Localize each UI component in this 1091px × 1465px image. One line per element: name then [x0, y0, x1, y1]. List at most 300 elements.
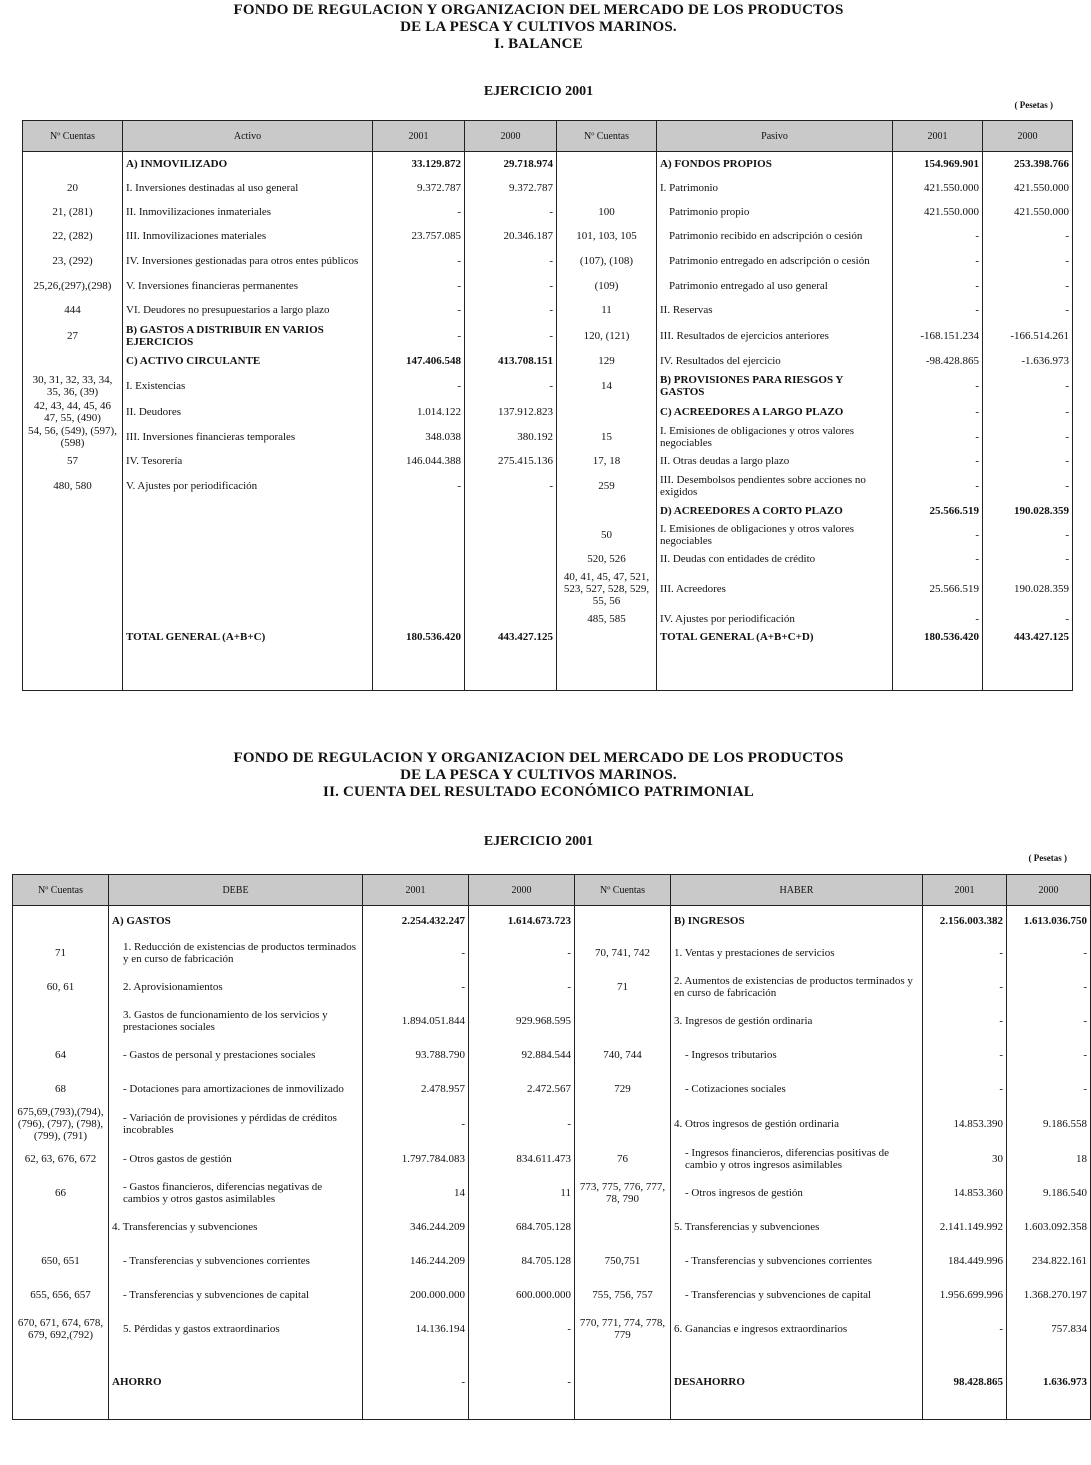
- table-cell: 3. Ingresos de gestión ordinaria: [671, 1004, 923, 1038]
- table-cell: II. Deudas con entidades de crédito: [657, 547, 893, 571]
- table-cell: - Variación de provisiones y pérdidas de créditos incobrables: [109, 1106, 363, 1142]
- table-cell: 146.244.209: [363, 1244, 469, 1278]
- table-row: [23, 373, 1073, 399]
- table-row: [13, 936, 1091, 970]
- table-cell: 68: [13, 1072, 109, 1106]
- table-cell: 40, 41, 45, 47, 521, 523, 527, 528, 529, 55, 56: [557, 571, 657, 607]
- table-cell: [373, 499, 465, 523]
- table-cell: 755, 756, 757: [575, 1278, 671, 1312]
- table-cell: - Otros gastos de gestión: [109, 1142, 363, 1176]
- table-cell: -: [983, 523, 1073, 547]
- table-cell: Patrimonio propio: [657, 200, 893, 224]
- table-cell: 346.244.209: [363, 1210, 469, 1244]
- table-cell: II. Inmovilizaciones inmateriales: [123, 200, 373, 224]
- table-row: [13, 1210, 1091, 1244]
- table-cell: [557, 499, 657, 523]
- table-cell: 92.884.544: [469, 1038, 575, 1072]
- table-cell: I. Emisiones de obligaciones y otros valores negociables: [657, 523, 893, 547]
- table-cell: VI. Deudores no presupuestarios a largo plazo: [123, 298, 373, 323]
- table-row: [23, 425, 1073, 449]
- col-header: Nº Cuentas: [13, 875, 109, 906]
- table-cell: 180.536.420: [893, 631, 983, 691]
- table-cell: 11: [469, 1176, 575, 1210]
- table-cell: [557, 152, 657, 176]
- table-cell: 57: [23, 449, 123, 473]
- table-cell: [465, 607, 557, 631]
- table-cell: -: [469, 1346, 575, 1420]
- table-cell: 1. Ventas y prestaciones de servicios: [671, 936, 923, 970]
- table-cell: 100: [557, 200, 657, 224]
- table-cell: - Gastos de personal y prestaciones sociales: [109, 1038, 363, 1072]
- table-row: [23, 323, 1073, 349]
- table-cell: - Transferencias y subvenciones corrientes: [109, 1244, 363, 1278]
- table-cell: 421.550.000: [893, 176, 983, 200]
- table-row: [23, 473, 1073, 499]
- table-cell: 9.372.787: [373, 176, 465, 200]
- table-cell: III. Resultados de ejercicios anteriores: [657, 323, 893, 349]
- table-row: [13, 1244, 1091, 1278]
- table-cell: - Otros ingresos de gestión: [671, 1176, 923, 1210]
- table-cell: -: [923, 1004, 1007, 1038]
- table-cell: 6. Ganancias e ingresos extraordinarios: [671, 1312, 923, 1346]
- table-cell: 413.708.151: [465, 349, 557, 373]
- table-cell: -: [373, 298, 465, 323]
- table-row: [23, 547, 1073, 571]
- table-row: [13, 1038, 1091, 1072]
- table-row: [13, 1278, 1091, 1312]
- table-cell: -: [373, 274, 465, 298]
- table-cell: -: [983, 248, 1073, 274]
- table-cell: -: [893, 274, 983, 298]
- table-cell: 25.566.519: [893, 499, 983, 523]
- table-cell: 740, 744: [575, 1038, 671, 1072]
- table-cell: C) ACTIVO CIRCULANTE: [123, 349, 373, 373]
- table-cell: 146.044.388: [373, 449, 465, 473]
- table-cell: A) GASTOS: [109, 906, 363, 936]
- table-cell: Patrimonio entregado al uso general: [657, 274, 893, 298]
- table-cell: 25.566.519: [893, 571, 983, 607]
- table-cell: 600.000.000: [469, 1278, 575, 1312]
- table-cell: -: [1007, 1072, 1091, 1106]
- table-cell: 190.028.359: [983, 499, 1073, 523]
- table-cell: 670, 671, 674, 678, 679, 692,(792): [13, 1312, 109, 1346]
- table-row: [23, 298, 1073, 323]
- table-row: [13, 1004, 1091, 1038]
- table-cell: (107), (108): [557, 248, 657, 274]
- table-row: [23, 274, 1073, 298]
- table-cell: [13, 1210, 109, 1244]
- table-cell: 66: [13, 1176, 109, 1210]
- table-cell: 675,69,(793),(794), (796), (797), (798), (799), (791): [13, 1106, 109, 1142]
- table-cell: - Ingresos financieros, diferencias positivas de cambio y otros ingresos asimilables: [671, 1142, 923, 1176]
- table-cell: [23, 631, 123, 691]
- table-cell: -: [983, 274, 1073, 298]
- col-header: Nº Cuentas: [575, 875, 671, 906]
- table-row: [23, 523, 1073, 547]
- table-cell: [23, 607, 123, 631]
- table-cell: [13, 1004, 109, 1038]
- table-cell: [13, 1346, 109, 1420]
- table-cell: III. Inversiones financieras temporales: [123, 425, 373, 449]
- table-cell: -: [373, 373, 465, 399]
- table-cell: 76: [575, 1142, 671, 1176]
- table-cell: 18: [1007, 1142, 1091, 1176]
- table-cell: -: [469, 970, 575, 1004]
- table-cell: - Gastos financieros, diferencias negativas de cambios y otros gastos asimilables: [109, 1176, 363, 1210]
- balance-table: [22, 120, 1073, 691]
- table-cell: 834.611.473: [469, 1142, 575, 1176]
- table-cell: 9.186.540: [1007, 1176, 1091, 1210]
- table-cell: -: [893, 399, 983, 425]
- table-cell: -: [465, 323, 557, 349]
- table-cell: -: [363, 970, 469, 1004]
- table-cell: - Ingresos tributarios: [671, 1038, 923, 1072]
- table-cell: 25,26,(297),(298): [23, 274, 123, 298]
- table-cell: -166.514.261: [983, 323, 1073, 349]
- table-cell: 62, 63, 676, 672: [13, 1142, 109, 1176]
- table-cell: II. Deudores: [123, 399, 373, 425]
- table-cell: IV. Ajustes por periodificación: [657, 607, 893, 631]
- table-cell: 253.398.766: [983, 152, 1073, 176]
- table-row: [13, 970, 1091, 1004]
- table-cell: [123, 607, 373, 631]
- table-cell: Patrimonio entregado en adscripción o cesión: [657, 248, 893, 274]
- table-cell: (109): [557, 274, 657, 298]
- table-cell: 520, 526: [557, 547, 657, 571]
- table-row: [23, 200, 1073, 224]
- table-cell: 421.550.000: [983, 200, 1073, 224]
- table-cell: III. Inmovilizaciones materiales: [123, 224, 373, 248]
- table-cell: 180.536.420: [373, 631, 465, 691]
- table-cell: B) INGRESOS: [671, 906, 923, 936]
- table-cell: -: [465, 298, 557, 323]
- table-cell: 15: [557, 425, 657, 449]
- table-cell: [557, 399, 657, 425]
- table-cell: 71: [575, 970, 671, 1004]
- table-cell: AHORRO: [109, 1346, 363, 1420]
- table-row: [23, 248, 1073, 274]
- table-cell: 929.968.595: [469, 1004, 575, 1038]
- table-cell: 275.415.136: [465, 449, 557, 473]
- table-cell: 2.141.149.992: [923, 1210, 1007, 1244]
- table-cell: D) ACREEDORES A CORTO PLAZO: [657, 499, 893, 523]
- balance-unit: ( Pesetas ): [1014, 100, 1053, 110]
- table-cell: 84.705.128: [469, 1244, 575, 1278]
- table-cell: [123, 523, 373, 547]
- resultado-ejercicio: EJERCICIO 2001: [483, 834, 594, 849]
- table-cell: [465, 499, 557, 523]
- table-cell: [575, 1106, 671, 1142]
- col-header: 2001: [893, 121, 983, 152]
- table-row: [13, 1106, 1091, 1142]
- table-cell: 20: [23, 176, 123, 200]
- table-cell: 770, 771, 774, 778, 779: [575, 1312, 671, 1346]
- table-cell: 154.969.901: [893, 152, 983, 176]
- table-cell: [23, 499, 123, 523]
- table-cell: - Cotizaciones sociales: [671, 1072, 923, 1106]
- table-cell: -168.151.234: [893, 323, 983, 349]
- table-cell: - Dotaciones para amortizaciones de inmovilizado: [109, 1072, 363, 1106]
- table-cell: 750,751: [575, 1244, 671, 1278]
- table-cell: -: [465, 248, 557, 274]
- table-cell: B) PROVISIONES PARA RIESGOS Y GASTOS: [657, 373, 893, 399]
- table-cell: -: [893, 298, 983, 323]
- table-cell: -: [983, 373, 1073, 399]
- table-cell: 480, 580: [23, 473, 123, 499]
- table-cell: -: [893, 473, 983, 499]
- table-cell: 27: [23, 323, 123, 349]
- table-row: [23, 224, 1073, 248]
- col-header: HABER: [671, 875, 923, 906]
- table-cell: [123, 499, 373, 523]
- table-cell: C) ACREEDORES A LARGO PLAZO: [657, 399, 893, 425]
- table-cell: -: [1007, 1004, 1091, 1038]
- table-cell: -: [465, 473, 557, 499]
- table-cell: III. Desembolsos pendientes sobre acciones no exigidos: [657, 473, 893, 499]
- table-cell: 1.636.973: [1007, 1346, 1091, 1420]
- table-cell: -: [469, 1312, 575, 1346]
- table-cell: 729: [575, 1072, 671, 1106]
- table-cell: 773, 775, 776, 777, 78, 790: [575, 1176, 671, 1210]
- table-cell: [123, 571, 373, 607]
- table-cell: IV. Inversiones gestionadas para otros entes públicos: [123, 248, 373, 274]
- table-cell: 50: [557, 523, 657, 547]
- table-cell: 9.372.787: [465, 176, 557, 200]
- table-cell: 421.550.000: [893, 200, 983, 224]
- table-cell: 1.956.699.996: [923, 1278, 1007, 1312]
- table-cell: 137.912.823: [465, 399, 557, 425]
- table-cell: 70, 741, 742: [575, 936, 671, 970]
- table-cell: 23.757.085: [373, 224, 465, 248]
- table-cell: -: [465, 200, 557, 224]
- table-cell: -: [923, 1312, 1007, 1346]
- table-cell: 684.705.128: [469, 1210, 575, 1244]
- table-cell: 2.472.567: [469, 1072, 575, 1106]
- table-cell: -: [1007, 936, 1091, 970]
- table-cell: 1.894.051.844: [363, 1004, 469, 1038]
- table-cell: B) GASTOS A DISTRIBUIR EN VARIOS EJERCICIOS: [123, 323, 373, 349]
- table-cell: I. Inversiones destinadas al uso general: [123, 176, 373, 200]
- table-cell: [123, 547, 373, 571]
- table-row: [23, 449, 1073, 473]
- table-cell: -: [923, 1038, 1007, 1072]
- table-cell: A) INMOVILIZADO: [123, 152, 373, 176]
- table-cell: -: [373, 473, 465, 499]
- table-cell: -: [983, 425, 1073, 449]
- table-cell: 4. Transferencias y subvenciones: [109, 1210, 363, 1244]
- table-cell: TOTAL GENERAL (A+B+C+D): [657, 631, 893, 691]
- table-cell: -: [1007, 970, 1091, 1004]
- table-cell: -: [923, 1072, 1007, 1106]
- table-cell: [373, 607, 465, 631]
- col-header: Pasivo: [657, 121, 893, 152]
- table-cell: 60, 61: [13, 970, 109, 1004]
- table-cell: 380.192: [465, 425, 557, 449]
- table-row: [23, 631, 1073, 691]
- table-cell: - Transferencias y subvenciones corrientes: [671, 1244, 923, 1278]
- table-cell: 1. Reducción de existencias de productos terminados y en curso de fabricación: [109, 936, 363, 970]
- table-cell: 9.186.558: [1007, 1106, 1091, 1142]
- table-cell: [23, 152, 123, 176]
- table-cell: -: [983, 298, 1073, 323]
- table-cell: 485, 585: [557, 607, 657, 631]
- col-header: 2001: [923, 875, 1007, 906]
- table-cell: -: [893, 523, 983, 547]
- table-cell: 17, 18: [557, 449, 657, 473]
- table-cell: 129: [557, 349, 657, 373]
- table-cell: 14: [557, 373, 657, 399]
- table-cell: II. Otras deudas a largo plazo: [657, 449, 893, 473]
- table-cell: -: [1007, 1038, 1091, 1072]
- table-cell: -: [465, 373, 557, 399]
- col-header: 2001: [363, 875, 469, 906]
- table-cell: [575, 1346, 671, 1420]
- table-cell: [373, 571, 465, 607]
- resultado-table: [12, 874, 1091, 1420]
- table-cell: A) FONDOS PROPIOS: [657, 152, 893, 176]
- table-cell: 2.478.957: [363, 1072, 469, 1106]
- table-cell: [465, 523, 557, 547]
- table-cell: 147.406.548: [373, 349, 465, 373]
- table-cell: 29.718.974: [465, 152, 557, 176]
- table-cell: 42, 43, 44, 45, 46 47, 55, (490): [23, 399, 123, 425]
- table-cell: -: [893, 373, 983, 399]
- col-header: 2000: [1007, 875, 1091, 906]
- table-cell: [465, 547, 557, 571]
- table-cell: DESAHORRO: [671, 1346, 923, 1420]
- table-cell: -: [373, 248, 465, 274]
- table-cell: 200.000.000: [363, 1278, 469, 1312]
- table-cell: 1.014.122: [373, 399, 465, 425]
- table-row: [23, 349, 1073, 373]
- table-row: [23, 399, 1073, 425]
- table-row: [13, 1176, 1091, 1210]
- table-cell: 14: [363, 1176, 469, 1210]
- table-row: [23, 607, 1073, 631]
- table-cell: I. Existencias: [123, 373, 373, 399]
- table-row: [13, 1346, 1091, 1420]
- table-cell: 22, (282): [23, 224, 123, 248]
- table-row: [23, 176, 1073, 200]
- table-cell: - Transferencias y subvenciones de capital: [671, 1278, 923, 1312]
- col-header: 2001: [373, 121, 465, 152]
- table-row: [13, 1142, 1091, 1176]
- table-cell: -: [373, 200, 465, 224]
- table-cell: 2.254.432.247: [363, 906, 469, 936]
- table-cell: [23, 571, 123, 607]
- table-cell: -: [469, 936, 575, 970]
- table-row: [23, 152, 1073, 176]
- table-cell: 1.613.036.750: [1007, 906, 1091, 936]
- table-cell: 234.822.161: [1007, 1244, 1091, 1278]
- table-cell: 2. Aumentos de existencias de productos terminados y en curso de fabricación: [671, 970, 923, 1004]
- table-cell: 348.038: [373, 425, 465, 449]
- table-cell: IV. Resultados del ejercicio: [657, 349, 893, 373]
- table-cell: [13, 906, 109, 936]
- table-cell: 11: [557, 298, 657, 323]
- col-header: 2000: [465, 121, 557, 152]
- table-cell: -: [373, 323, 465, 349]
- col-header: DEBE: [109, 875, 363, 906]
- table-cell: -: [893, 224, 983, 248]
- table-cell: -: [893, 607, 983, 631]
- resultado-title: FONDO DE REGULACION Y ORGANIZACION DEL MERCADO DE LOS PRODUCTOS DE LA PESCA Y CULTIVOS MARINOS. II. CUENTA DEL RESULTADO ECONÓMICO PATRIMONIAL: [233, 750, 844, 800]
- table-cell: 1.603.092.358: [1007, 1210, 1091, 1244]
- table-cell: -: [893, 425, 983, 449]
- table-cell: 1.614.673.723: [469, 906, 575, 936]
- table-cell: 1.368.270.197: [1007, 1278, 1091, 1312]
- table-row: [23, 571, 1073, 607]
- table-cell: 20.346.187: [465, 224, 557, 248]
- table-cell: II. Reservas: [657, 298, 893, 323]
- table-row: [13, 906, 1091, 936]
- table-cell: -: [893, 248, 983, 274]
- table-cell: -: [363, 936, 469, 970]
- table-cell: 101, 103, 105: [557, 224, 657, 248]
- table-cell: IV. Tesorería: [123, 449, 373, 473]
- table-cell: -: [983, 607, 1073, 631]
- table-cell: 3. Gastos de funcionamiento de los servicios y prestaciones sociales: [109, 1004, 363, 1038]
- table-cell: 443.427.125: [983, 631, 1073, 691]
- table-cell: V. Inversiones financieras permanentes: [123, 274, 373, 298]
- table-cell: [575, 1004, 671, 1038]
- table-cell: -98.428.865: [893, 349, 983, 373]
- table-cell: [557, 176, 657, 200]
- table-cell: [23, 349, 123, 373]
- table-cell: 98.428.865: [923, 1346, 1007, 1420]
- table-cell: 190.028.359: [983, 571, 1073, 607]
- table-row: [23, 499, 1073, 523]
- table-cell: [557, 631, 657, 691]
- table-cell: 421.550.000: [983, 176, 1073, 200]
- table-cell: TOTAL GENERAL (A+B+C): [123, 631, 373, 691]
- table-cell: -: [983, 399, 1073, 425]
- balance-ejercicio: EJERCICIO 2001: [483, 84, 594, 99]
- table-cell: 444: [23, 298, 123, 323]
- col-header: 2000: [983, 121, 1073, 152]
- table-cell: 93.788.790: [363, 1038, 469, 1072]
- table-cell: 23, (292): [23, 248, 123, 274]
- table-cell: 4. Otros ingresos de gestión ordinaria: [671, 1106, 923, 1142]
- table-cell: -: [983, 449, 1073, 473]
- balance-title: FONDO DE REGULACION Y ORGANIZACION DEL MERCADO DE LOS PRODUCTOS DE LA PESCA Y CULTIVOS MARINOS. I. BALANCE: [233, 2, 844, 52]
- table-cell: 1.797.784.083: [363, 1142, 469, 1176]
- table-row: [13, 1072, 1091, 1106]
- table-cell: [373, 523, 465, 547]
- table-cell: 14.853.390: [923, 1106, 1007, 1142]
- table-cell: 757.834: [1007, 1312, 1091, 1346]
- table-cell: -1.636.973: [983, 349, 1073, 373]
- col-header: Activo: [123, 121, 373, 152]
- table-cell: -: [363, 1106, 469, 1142]
- col-header: Nº Cuentas: [23, 121, 123, 152]
- table-cell: 120, (121): [557, 323, 657, 349]
- table-cell: 30: [923, 1142, 1007, 1176]
- table-cell: III. Acreedores: [657, 571, 893, 607]
- table-cell: - Transferencias y subvenciones de capital: [109, 1278, 363, 1312]
- table-cell: V. Ajustes por periodificación: [123, 473, 373, 499]
- table-cell: -: [983, 547, 1073, 571]
- table-cell: -: [983, 473, 1073, 499]
- table-cell: 259: [557, 473, 657, 499]
- table-row: [13, 1312, 1091, 1346]
- table-cell: -: [363, 1346, 469, 1420]
- table-cell: [575, 1210, 671, 1244]
- table-cell: 54, 56, (549), (597), (598): [23, 425, 123, 449]
- table-cell: Patrimonio recibido en adscripción o cesión: [657, 224, 893, 248]
- table-cell: 71: [13, 936, 109, 970]
- table-cell: 2. Aprovisionamientos: [109, 970, 363, 1004]
